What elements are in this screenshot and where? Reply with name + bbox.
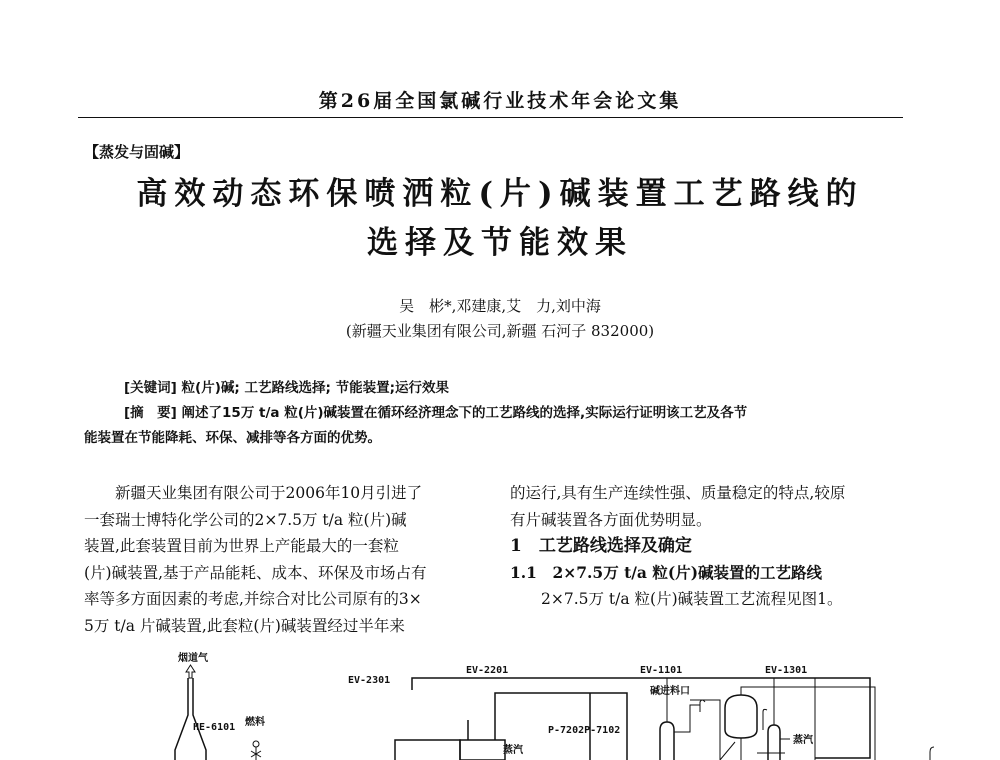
keywords: [关键词] 粒(片)碱; 工艺路线选择; 节能装置;运行效果 — [124, 380, 449, 396]
section-heading: 1 工艺路线选择及确定 — [510, 536, 692, 557]
body-line: 2×7.5万 t/a 粒(片)碱装置工艺流程见图1。 — [510, 590, 843, 609]
fuel-label: 燃料 — [245, 717, 265, 728]
authors: 吴 彬*,邓建康,艾 力,刘中海 — [399, 297, 601, 315]
alkali-inlet-label: 碱进料口 — [650, 686, 690, 697]
fuel-valve-icon — [251, 741, 261, 760]
pump-pipe — [930, 747, 934, 760]
top-connecting-pipe — [412, 678, 870, 758]
ev1301-label: EV-1301 — [765, 665, 808, 676]
separator-vessel — [725, 695, 757, 738]
abstract-line2: 能装置在节能降耗、环保、减排等各方面的优势。 — [84, 430, 381, 446]
process-flow-diagram — [0, 650, 1000, 760]
body-line: 装置,此套装置目前为世界上产能最大的一套粒 — [84, 537, 399, 556]
affiliation: (新疆天业集团有限公司,新疆 石河子 832000) — [345, 322, 655, 340]
ev2301-label: EV-2301 — [348, 675, 391, 686]
header-rule — [78, 117, 903, 118]
body-left-column — [84, 480, 484, 640]
section-tag: 【蒸发与固碱】 — [84, 143, 190, 161]
steam-label: 蒸汽 — [503, 745, 523, 756]
body-right-column — [510, 480, 910, 613]
ev2201-label: EV-2201 — [466, 665, 509, 676]
running-head: 第26届全国氯碱行业技术年会论文集 — [318, 90, 682, 112]
ev1101-column — [660, 722, 674, 760]
chimney-shape — [175, 678, 206, 760]
ev1301-column — [768, 725, 780, 760]
steam-label: 蒸汽 — [793, 735, 813, 746]
pumps-label: P-7202P-7102 — [548, 725, 621, 736]
paper-title-line1: 高效动态环保喷洒粒(片)碱装置工艺路线的 — [136, 176, 864, 212]
ev2201-pipe — [720, 687, 875, 760]
flue-gas-label: 烟道气 — [178, 653, 208, 664]
ev1101-label: EV-1101 — [640, 665, 683, 676]
body-line: (片)碱装置,基于产品能耗、成本、环保及市场占有 — [84, 563, 427, 582]
ev2301-unit — [395, 720, 468, 760]
body-line: 有片碱装置各方面优势明显。 — [510, 510, 712, 529]
flue-gas-arrow-icon — [186, 665, 195, 678]
paper-title-line2: 选择及节能效果 — [367, 225, 633, 261]
body-line: 的运行,具有生产连续性强、质量稳定的特点,较原 — [510, 484, 846, 502]
body-line: 一套瑞士博特化学公司的2×7.5万 t/a 粒(片)碱 — [84, 510, 407, 529]
he6101-label: HE-6101 — [193, 722, 236, 733]
subsection-heading: 1.1 2×7.5万 t/a 粒(片)碱装置的工艺路线 — [510, 562, 823, 582]
body-line: 率等多方面因素的考虑,并综合对比公司原有的3× — [84, 590, 422, 609]
ev2301-box — [460, 740, 505, 760]
body-line: 5万 t/a 片碱装置,此套粒(片)碱装置经过半年来 — [84, 616, 405, 635]
abstract-line1: [摘 要] 阐述了15万 t/a 粒(片)碱装置在循环经济理念下的工艺路线的选择,实际运行证明该工艺及各节 — [124, 405, 748, 421]
ev1301-pipe — [763, 678, 820, 760]
body-line: 新疆天业集团有限公司于2006年10月引进了 — [84, 484, 423, 502]
